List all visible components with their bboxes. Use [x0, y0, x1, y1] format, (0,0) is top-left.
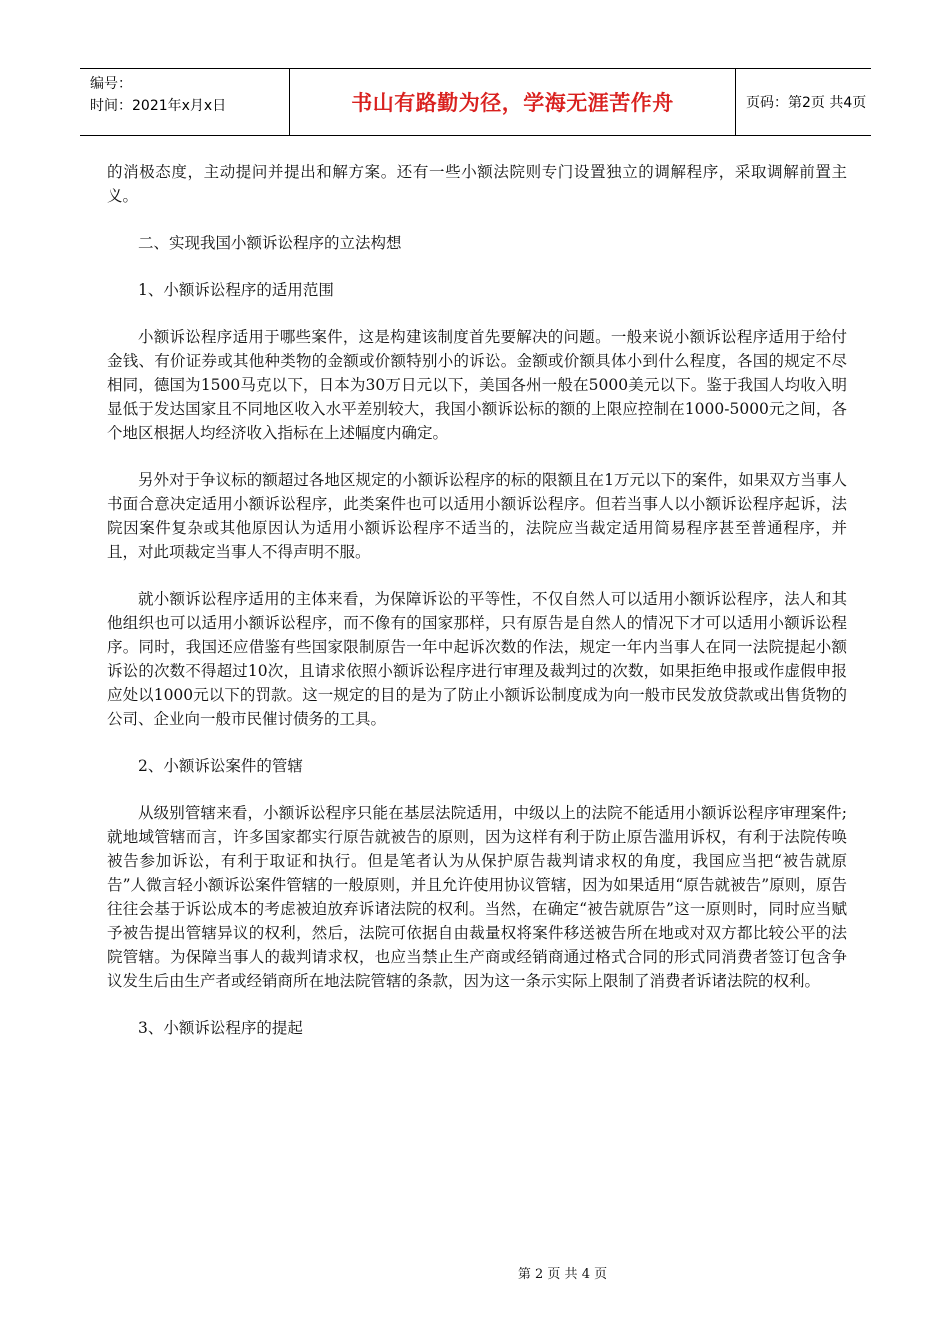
- header-motto: 书山有路勤为径，学海无涯苦作舟: [290, 69, 736, 135]
- document-number-label: 编号：: [90, 76, 132, 92]
- header-page-info: 页码：第2页 共4页: [746, 95, 867, 111]
- paragraph-continuation: 的消极态度，主动提问并提出和解方案。还有一些小额法院则专门设置独立的调解程序，采取调解前置主义。: [107, 163, 847, 205]
- subsection-heading: 3、小额诉讼程序的提起: [138, 1019, 303, 1037]
- page-footer: [0, 1263, 950, 1282]
- paragraph: 从级别管辖来看，小额诉讼程序只能在基层法院适用，中级以上的法院不能适用小额诉讼程序审理案件;就地域管辖而言，许多国家都实行原告就被告的原则，因为这样有利于防止原告滥用诉权，有利于法院传唤被告参加诉讼，有利于取证和执行。但是笔者认为从保护原告裁判请求权的角度，我国应当把“被告就原告”人微言轻小额诉讼案件管辖的一般原则，并且允许使用协议管辖，因为如果适用“原告就被告”原则，原告往往会基于诉讼成本的考虑被迫放弃诉诸法院的权利。当然，在确定“被告就原告”这一原则时，同时应当赋予被告提出管辖异议的权利，然后，法院可依据自由裁量权将案件移送被告所在地或对双方都比较公平的法院管辖。为保障当事人的裁判请求权，也应当禁止生产商或经销商通过格式合同的形式同消费者签订包含争议发生后由生产者或经销商所在地法院管辖的条款，因为这一条示实际上限制了消费者诉诸法院的权利。: [107, 804, 847, 990]
- document-time-label: 时间：2021年x月x日: [90, 98, 227, 114]
- header-meta: [80, 69, 290, 135]
- paragraph: 小额诉讼程序适用于哪些案件，这是构建该制度首先要解决的问题。一般来说小额诉讼程序适用于给付金钱、有价证券或其他种类物的金额或价额特别小的诉讼。金额或价额具体小到什么程度，各国的规定不尽相同，德国为1500马克以下，日本为30万日元以下，美国各州一般在5000美元以下。鉴于我国人均收入明显低于发达国家且不同地区收入水平差别较大，我国小额诉讼标的额的上限应控制在1000-5000元之间，各个地区根据人均经济收入指标在上述幅度内确定。: [107, 328, 847, 442]
- page-header: [80, 68, 871, 136]
- document-body: [107, 160, 847, 1063]
- section-heading: 二、实现我国小额诉讼程序的立法构想: [138, 234, 402, 252]
- subsection-heading: 2、小额诉讼案件的管辖: [138, 757, 303, 775]
- subsection-heading: 1、小额诉讼程序的适用范围: [138, 281, 334, 299]
- footer-page-number: 第 2 页 共 4 页: [517, 1267, 608, 1282]
- paragraph: 另外对于争议标的额超过各地区规定的小额诉讼程序的标的限额且在1万元以下的案件，如果双方当事人书面合意决定适用小额诉讼程序，此类案件也可以适用小额诉讼程序。但若当事人以小额诉讼程序起诉，法院因案件复杂或其他原因认为适用小额诉讼程序不适当的，法院应当裁定适用简易程序甚至普通程序，并且，对此项裁定当事人不得声明不服。: [107, 471, 847, 561]
- paragraph: 就小额诉讼程序适用的主体来看，为保障诉讼的平等性，不仅自然人可以适用小额诉讼程序，法人和其他组织也可以适用小额诉讼程序，而不像有的国家那样，只有原告是自然人的情况下才可以适用小额诉讼程序。同时，我国还应借鉴有些国家限制原告一年中起诉次数的作法，规定一年内当事人在同一法院提起小额诉讼的次数不得超过10次，且请求依照小额诉讼程序进行审理及裁判过的次数，如果拒绝申报或作虚假申报应处以1000元以下的罚款。这一规定的目的是为了防止小额诉讼制度成为向一般市民发放贷款或出售货物的公司、企业向一般市民催讨债务的工具。: [107, 590, 847, 728]
